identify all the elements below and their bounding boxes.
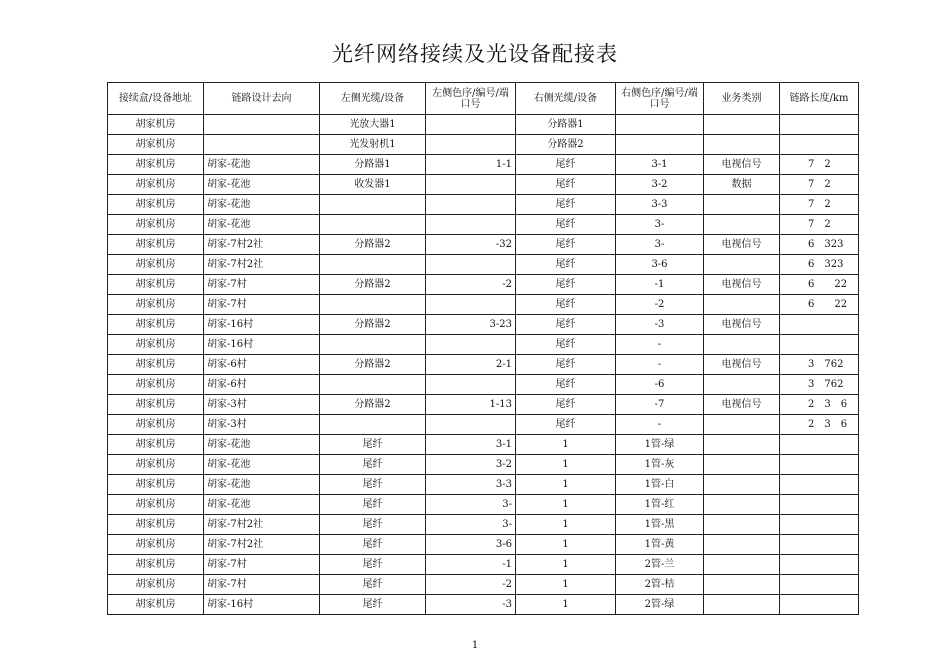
table-row <box>108 195 859 215</box>
cell-left-port <box>426 115 516 135</box>
cell-right-port: 3-2 <box>616 175 704 195</box>
cell-left-port <box>426 175 516 195</box>
cell-right-cable: 1 <box>516 495 616 515</box>
cell-length <box>780 135 859 155</box>
cell-direction: 胡家-7村2社 <box>204 535 320 555</box>
cell-service-type: 数据 <box>704 175 780 195</box>
cell-service-type: 电视信号 <box>704 155 780 175</box>
cell-right-cable: 1 <box>516 515 616 535</box>
cell-right-port: -7 <box>616 395 704 415</box>
cell-right-cable: 尾纤 <box>516 275 616 295</box>
cell-left-port: 1-13 <box>426 395 516 415</box>
cell-address: 胡家机房 <box>108 575 204 595</box>
cell-direction: 胡家-16村 <box>204 595 320 615</box>
cell-left-port: 3- <box>426 495 516 515</box>
cell-address: 胡家机房 <box>108 435 204 455</box>
cell-length: 2 3 6 <box>780 415 859 435</box>
cell-service-type: 电视信号 <box>704 355 780 375</box>
cell-left-cable: 尾纤 <box>320 475 426 495</box>
cell-right-port: 1管-黄 <box>616 535 704 555</box>
cell-direction: 胡家-6村 <box>204 375 320 395</box>
cell-service-type <box>704 555 780 575</box>
cell-service-type <box>704 595 780 615</box>
cell-right-port: 1管-灰 <box>616 455 704 475</box>
cell-direction: 胡家-7村 <box>204 575 320 595</box>
cell-right-cable: 尾纤 <box>516 195 616 215</box>
cell-left-port <box>426 195 516 215</box>
cell-left-port: -3 <box>426 595 516 615</box>
cell-service-type <box>704 455 780 475</box>
cell-direction: 胡家-6村 <box>204 355 320 375</box>
cell-right-cable: 1 <box>516 475 616 495</box>
cell-length <box>780 335 859 355</box>
cell-right-cable: 1 <box>516 455 616 475</box>
cell-left-port <box>426 135 516 155</box>
table-row <box>108 355 859 375</box>
cell-service-type <box>704 475 780 495</box>
cell-right-port: - <box>616 415 704 435</box>
cell-address: 胡家机房 <box>108 255 204 275</box>
cell-left-port <box>426 335 516 355</box>
cell-right-port: 2管-绿 <box>616 595 704 615</box>
cell-direction: 胡家-花池 <box>204 495 320 515</box>
cell-right-port: 2管-桔 <box>616 575 704 595</box>
col-header-left-cable: 左侧光缆/设备 <box>320 83 426 115</box>
cell-left-cable: 光发射机1 <box>320 135 426 155</box>
cell-service-type <box>704 515 780 535</box>
cell-right-port: -1 <box>616 275 704 295</box>
cell-address: 胡家机房 <box>108 115 204 135</box>
cell-address: 胡家机房 <box>108 275 204 295</box>
cell-service-type <box>704 115 780 135</box>
cell-direction: 胡家-花池 <box>204 475 320 495</box>
cell-direction: 胡家-7村 <box>204 295 320 315</box>
cell-address: 胡家机房 <box>108 495 204 515</box>
col-header-right-cable: 右侧光缆/设备 <box>516 83 616 115</box>
cell-right-port: 1管-白 <box>616 475 704 495</box>
cell-right-port <box>616 115 704 135</box>
cell-length <box>780 495 859 515</box>
cell-right-port: - <box>616 355 704 375</box>
cell-right-port: 1管-绿 <box>616 435 704 455</box>
col-header-address: 接续盒/设备地址 <box>108 83 204 115</box>
cell-left-cable: 分路器2 <box>320 275 426 295</box>
cell-left-cable <box>320 335 426 355</box>
cell-length: 7 2 <box>780 155 859 175</box>
table-row <box>108 115 859 135</box>
cell-length <box>780 595 859 615</box>
cell-address: 胡家机房 <box>108 135 204 155</box>
cell-service-type <box>704 195 780 215</box>
cell-right-port: 3- <box>616 215 704 235</box>
cell-length: 7 2 <box>780 195 859 215</box>
cell-length <box>780 475 859 495</box>
table-row <box>108 515 859 535</box>
cell-right-cable: 尾纤 <box>516 175 616 195</box>
cell-length <box>780 575 859 595</box>
cell-length: 3 762 <box>780 355 859 375</box>
cell-left-port <box>426 415 516 435</box>
cell-length <box>780 315 859 335</box>
cell-left-port <box>426 255 516 275</box>
cell-direction: 胡家-花池 <box>204 175 320 195</box>
cell-right-cable: 1 <box>516 435 616 455</box>
cell-left-port: -2 <box>426 275 516 295</box>
cell-length: 3 762 <box>780 375 859 395</box>
cell-left-port: 3-2 <box>426 455 516 475</box>
table-row <box>108 315 859 335</box>
cell-left-port: 3-1 <box>426 435 516 455</box>
cell-right-cable: 尾纤 <box>516 375 616 395</box>
cell-left-cable: 分路器1 <box>320 155 426 175</box>
cell-length <box>780 455 859 475</box>
cell-right-cable: 尾纤 <box>516 215 616 235</box>
cell-right-port: -6 <box>616 375 704 395</box>
col-header-length: 链路长度/km <box>780 83 859 115</box>
cell-left-port: 3- <box>426 515 516 535</box>
cell-right-cable: 尾纤 <box>516 235 616 255</box>
cell-left-cable: 分路器2 <box>320 395 426 415</box>
cell-service-type <box>704 575 780 595</box>
cell-left-cable <box>320 255 426 275</box>
cell-right-cable: 尾纤 <box>516 155 616 175</box>
cell-service-type: 电视信号 <box>704 275 780 295</box>
cell-right-cable: 1 <box>516 575 616 595</box>
cell-right-port: 3-3 <box>616 195 704 215</box>
table-row <box>108 155 859 175</box>
splice-table <box>107 82 859 615</box>
cell-service-type: 电视信号 <box>704 395 780 415</box>
cell-right-port <box>616 135 704 155</box>
table-row <box>108 175 859 195</box>
cell-left-cable <box>320 375 426 395</box>
cell-address: 胡家机房 <box>108 295 204 315</box>
cell-right-port: 2管-兰 <box>616 555 704 575</box>
cell-left-port: -32 <box>426 235 516 255</box>
cell-service-type <box>704 435 780 455</box>
cell-service-type <box>704 335 780 355</box>
table-row <box>108 475 859 495</box>
cell-left-port: 3-6 <box>426 535 516 555</box>
cell-direction: 胡家-花池 <box>204 155 320 175</box>
cell-direction <box>204 115 320 135</box>
cell-direction: 胡家-花池 <box>204 195 320 215</box>
table-row <box>108 495 859 515</box>
cell-left-cable: 尾纤 <box>320 435 426 455</box>
page-title: 光纤网络接续及光设备配接表 <box>332 42 618 66</box>
cell-direction <box>204 135 320 155</box>
table-row <box>108 535 859 555</box>
cell-service-type <box>704 295 780 315</box>
cell-left-cable: 尾纤 <box>320 455 426 475</box>
cell-direction: 胡家-7村2社 <box>204 515 320 535</box>
cell-service-type: 电视信号 <box>704 315 780 335</box>
cell-length <box>780 115 859 135</box>
table-row <box>108 575 859 595</box>
cell-service-type <box>704 375 780 395</box>
cell-left-port: -1 <box>426 555 516 575</box>
cell-service-type <box>704 135 780 155</box>
cell-length: 6 323 <box>780 255 859 275</box>
table-row <box>108 255 859 275</box>
cell-left-cable <box>320 415 426 435</box>
cell-address: 胡家机房 <box>108 375 204 395</box>
cell-service-type <box>704 415 780 435</box>
cell-direction: 胡家-7村2社 <box>204 255 320 275</box>
cell-left-cable <box>320 295 426 315</box>
cell-length: 7 2 <box>780 215 859 235</box>
cell-direction: 胡家-7村 <box>204 555 320 575</box>
cell-left-cable: 光放大器1 <box>320 115 426 135</box>
cell-direction: 胡家-16村 <box>204 335 320 355</box>
cell-left-port <box>426 375 516 395</box>
cell-direction: 胡家-花池 <box>204 435 320 455</box>
cell-address: 胡家机房 <box>108 155 204 175</box>
cell-left-cable: 收发器1 <box>320 175 426 195</box>
cell-left-cable: 尾纤 <box>320 595 426 615</box>
cell-right-cable: 尾纤 <box>516 415 616 435</box>
cell-left-cable: 尾纤 <box>320 495 426 515</box>
col-header-service-type: 业务类别 <box>704 83 780 115</box>
cell-right-cable: 尾纤 <box>516 295 616 315</box>
cell-right-cable: 1 <box>516 535 616 555</box>
cell-address: 胡家机房 <box>108 215 204 235</box>
cell-direction: 胡家-3村 <box>204 395 320 415</box>
cell-right-port: 1管-黑 <box>616 515 704 535</box>
cell-length: 2 3 6 <box>780 395 859 415</box>
cell-left-port <box>426 215 516 235</box>
cell-right-port: - <box>616 335 704 355</box>
cell-length <box>780 515 859 535</box>
cell-right-cable: 尾纤 <box>516 355 616 375</box>
cell-right-port: 3- <box>616 235 704 255</box>
cell-address: 胡家机房 <box>108 315 204 335</box>
cell-left-port <box>426 295 516 315</box>
cell-service-type <box>704 255 780 275</box>
cell-length: 6 323 <box>780 235 859 255</box>
cell-right-cable: 尾纤 <box>516 335 616 355</box>
cell-length: 6 22 <box>780 295 859 315</box>
table-row <box>108 375 859 395</box>
table-row <box>108 595 859 615</box>
table-row <box>108 395 859 415</box>
cell-length <box>780 555 859 575</box>
col-header-direction: 链路设计去向 <box>204 83 320 115</box>
cell-address: 胡家机房 <box>108 535 204 555</box>
cell-left-port: 2-1 <box>426 355 516 375</box>
table-row <box>108 435 859 455</box>
cell-right-cable: 分路器1 <box>516 115 616 135</box>
cell-address: 胡家机房 <box>108 175 204 195</box>
cell-length <box>780 535 859 555</box>
cell-left-port: -2 <box>426 575 516 595</box>
cell-direction: 胡家-7村 <box>204 275 320 295</box>
cell-left-cable: 分路器2 <box>320 355 426 375</box>
cell-left-cable <box>320 215 426 235</box>
cell-left-port: 1-1 <box>426 155 516 175</box>
cell-address: 胡家机房 <box>108 395 204 415</box>
cell-left-cable: 分路器2 <box>320 315 426 335</box>
table-row <box>108 275 859 295</box>
cell-address: 胡家机房 <box>108 335 204 355</box>
cell-address: 胡家机房 <box>108 415 204 435</box>
cell-address: 胡家机房 <box>108 555 204 575</box>
cell-direction: 胡家-7村2社 <box>204 235 320 255</box>
cell-address: 胡家机房 <box>108 595 204 615</box>
cell-right-cable: 1 <box>516 595 616 615</box>
cell-left-cable: 尾纤 <box>320 535 426 555</box>
table-row <box>108 135 859 155</box>
cell-right-cable: 1 <box>516 555 616 575</box>
cell-direction: 胡家-16村 <box>204 315 320 335</box>
cell-right-port: -2 <box>616 295 704 315</box>
page-number: 1 <box>471 640 479 651</box>
table-row <box>108 295 859 315</box>
cell-left-cable <box>320 195 426 215</box>
cell-right-port: -3 <box>616 315 704 335</box>
cell-direction: 胡家-3村 <box>204 415 320 435</box>
cell-service-type <box>704 215 780 235</box>
cell-right-cable: 尾纤 <box>516 315 616 335</box>
cell-right-port: 3-1 <box>616 155 704 175</box>
cell-direction: 胡家-花池 <box>204 455 320 475</box>
table-row <box>108 415 859 435</box>
cell-left-cable: 分路器2 <box>320 235 426 255</box>
col-header-right-port: 右侧色序/编号/端口号 <box>616 83 704 115</box>
table-row <box>108 235 859 255</box>
cell-right-cable: 尾纤 <box>516 255 616 275</box>
cell-service-type <box>704 495 780 515</box>
cell-length: 6 22 <box>780 275 859 295</box>
cell-left-port: 3-23 <box>426 315 516 335</box>
cell-right-port: 1管-红 <box>616 495 704 515</box>
cell-direction: 胡家-花池 <box>204 215 320 235</box>
table-row <box>108 455 859 475</box>
cell-address: 胡家机房 <box>108 235 204 255</box>
cell-address: 胡家机房 <box>108 355 204 375</box>
cell-service-type: 电视信号 <box>704 235 780 255</box>
cell-address: 胡家机房 <box>108 195 204 215</box>
cell-left-cable: 尾纤 <box>320 555 426 575</box>
col-header-left-port: 左侧色序/编号/端口号 <box>426 83 516 115</box>
cell-address: 胡家机房 <box>108 455 204 475</box>
cell-length <box>780 435 859 455</box>
cell-left-cable: 尾纤 <box>320 575 426 595</box>
table-row <box>108 215 859 235</box>
table-row <box>108 335 859 355</box>
table-row <box>108 555 859 575</box>
header-row <box>108 83 859 115</box>
cell-right-port: 3-6 <box>616 255 704 275</box>
cell-left-port: 3-3 <box>426 475 516 495</box>
cell-right-cable: 分路器2 <box>516 135 616 155</box>
cell-service-type <box>704 535 780 555</box>
cell-address: 胡家机房 <box>108 475 204 495</box>
cell-left-cable: 尾纤 <box>320 515 426 535</box>
cell-length: 7 2 <box>780 175 859 195</box>
cell-right-cable: 尾纤 <box>516 395 616 415</box>
cell-address: 胡家机房 <box>108 515 204 535</box>
